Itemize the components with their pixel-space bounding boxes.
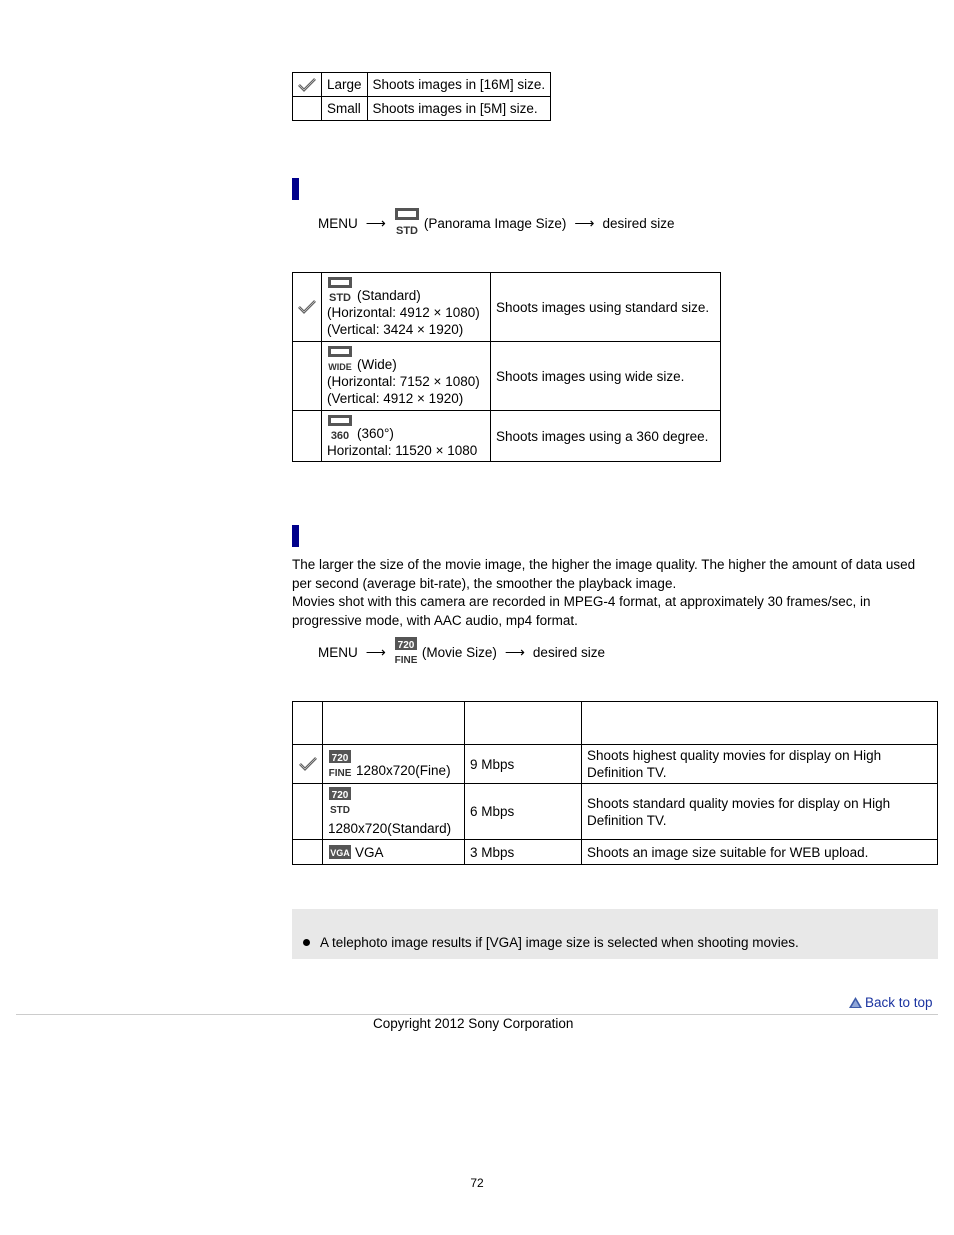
table-row (293, 73, 551, 97)
desc-cell: Shoots an image size suitable for WEB upload. (582, 840, 938, 865)
svg-text:720: 720 (331, 790, 349, 801)
desc-cell: Shoots images using standard size. (491, 273, 721, 342)
menu-item-label: (Movie Size) (421, 645, 497, 660)
menu-target-label: desired size (602, 216, 675, 231)
check-icon (297, 77, 317, 93)
selected-cell (293, 273, 322, 342)
movie-size-table (292, 701, 938, 865)
desc-cell: Shoots images in [16M] size. (367, 73, 551, 97)
svg-text:FINE: FINE (394, 655, 418, 666)
panorama-std-icon (394, 207, 420, 240)
arrow-right-icon: ⟶ (365, 644, 386, 660)
selected-cell (293, 411, 322, 462)
note-box (292, 909, 938, 959)
desc-cell: Shoots images using wide size. (491, 342, 721, 411)
table-row (293, 745, 938, 784)
desc-cell: Shoots highest quality movies for display on High Definition TV. (582, 745, 938, 784)
table-row (293, 784, 938, 840)
movie-vga-icon (328, 844, 352, 860)
header-cell (582, 702, 938, 745)
selected-cell (293, 342, 322, 411)
header-cell (323, 702, 465, 745)
paragraph: Movies shot with this camera are recorded in MPEG-4 format, at approximately 30 frames/sec, in progressive mode, with AAC audio, mp4 format. (292, 594, 871, 628)
arrow-right-icon: ⟶ (365, 215, 386, 231)
size-cell: 720 FINE 1280x720(Fine) (323, 745, 465, 784)
desc-cell: Shoots images in [5M] size. (367, 97, 551, 121)
option-cell: STD (Standard) (Horizontal: 4912 × 1080) (Vertical: 3424 × 1920) (322, 273, 491, 342)
bitrate-cell: 3 Mbps (465, 840, 582, 865)
header-cell (293, 702, 323, 745)
option-cell: Large (322, 73, 368, 97)
movie-menu-path (318, 636, 605, 669)
bitrate-cell: 6 Mbps (465, 784, 582, 840)
icon-text: STD (395, 225, 418, 237)
option-cell: WIDE (Wide) (Horizontal: 7152 × 1080) (Vertical: 4912 × 1920) (322, 342, 491, 411)
movie-720-std-icon (328, 786, 352, 816)
desc-cell: Shoots images using a 360 degree. (491, 411, 721, 462)
selected-cell (293, 745, 323, 784)
copyright-text: Copyright 2012 Sony Corporation (373, 1016, 574, 1031)
table-row (293, 342, 721, 411)
movie-720-fine-icon (328, 749, 352, 779)
note-item (303, 935, 799, 950)
menu-label: MENU (318, 216, 358, 231)
table-row (293, 411, 721, 462)
table-row (293, 840, 938, 865)
panorama-size-table (292, 272, 721, 462)
menu-label: MENU (318, 645, 358, 660)
check-icon (298, 756, 318, 772)
table-header-row (293, 702, 938, 745)
check-icon (297, 299, 317, 315)
menu-item-label: (Panorama Image Size) (423, 216, 567, 231)
option-cell: Small (322, 97, 368, 121)
table-row (293, 97, 551, 121)
movie-description (292, 556, 922, 630)
note-text: A telephoto image results if [VGA] image size is selected when shooting movies. (320, 935, 799, 950)
svg-text:VGA: VGA (330, 848, 350, 858)
menu-target-label: desired size (532, 645, 605, 660)
table-row (293, 273, 721, 342)
panorama-360-icon (327, 414, 353, 442)
bullet-icon (303, 939, 310, 946)
section-marker (292, 178, 299, 200)
bitrate-cell: 9 Mbps (465, 745, 582, 784)
back-to-top-link[interactable] (849, 995, 933, 1010)
size-cell: 720 STD 1280x720(Standard) (323, 784, 465, 840)
svg-text:360: 360 (330, 429, 350, 442)
section-marker (292, 525, 299, 547)
panorama-std-icon (327, 276, 353, 304)
svg-text:WIDE: WIDE (328, 362, 352, 372)
selected-cell (293, 840, 323, 865)
paragraph: The larger the size of the movie image, the higher the image quality. The higher the amount of data used per second (average bit-rate), the smoother the playback image. (292, 557, 916, 591)
panorama-wide-icon (327, 345, 353, 373)
selected-cell (293, 784, 323, 840)
svg-text:STD: STD (329, 292, 351, 304)
option-cell: 360 (360°) Horizontal: 11520 × 1080 (322, 411, 491, 462)
triangle-up-icon (849, 997, 862, 1008)
arrow-right-icon: ⟶ (574, 215, 595, 231)
selected-cell (293, 73, 322, 97)
svg-text:STD: STD (330, 805, 350, 816)
svg-text:720: 720 (397, 640, 415, 651)
back-to-top-text[interactable]: Back to top (865, 995, 933, 1010)
size-cell: VGA VGA (323, 840, 465, 865)
header-cell (465, 702, 582, 745)
page-number: 72 (470, 1176, 484, 1190)
panorama-menu-path (318, 207, 675, 240)
footer-divider (16, 1014, 938, 1015)
movie-720-fine-icon (394, 636, 418, 669)
image-size-table (292, 72, 551, 121)
arrow-right-icon: ⟶ (504, 644, 525, 660)
selected-cell (293, 97, 322, 121)
svg-text:720: 720 (331, 753, 349, 764)
desc-cell: Shoots standard quality movies for display on High Definition TV. (582, 784, 938, 840)
svg-text:FINE: FINE (328, 768, 352, 779)
